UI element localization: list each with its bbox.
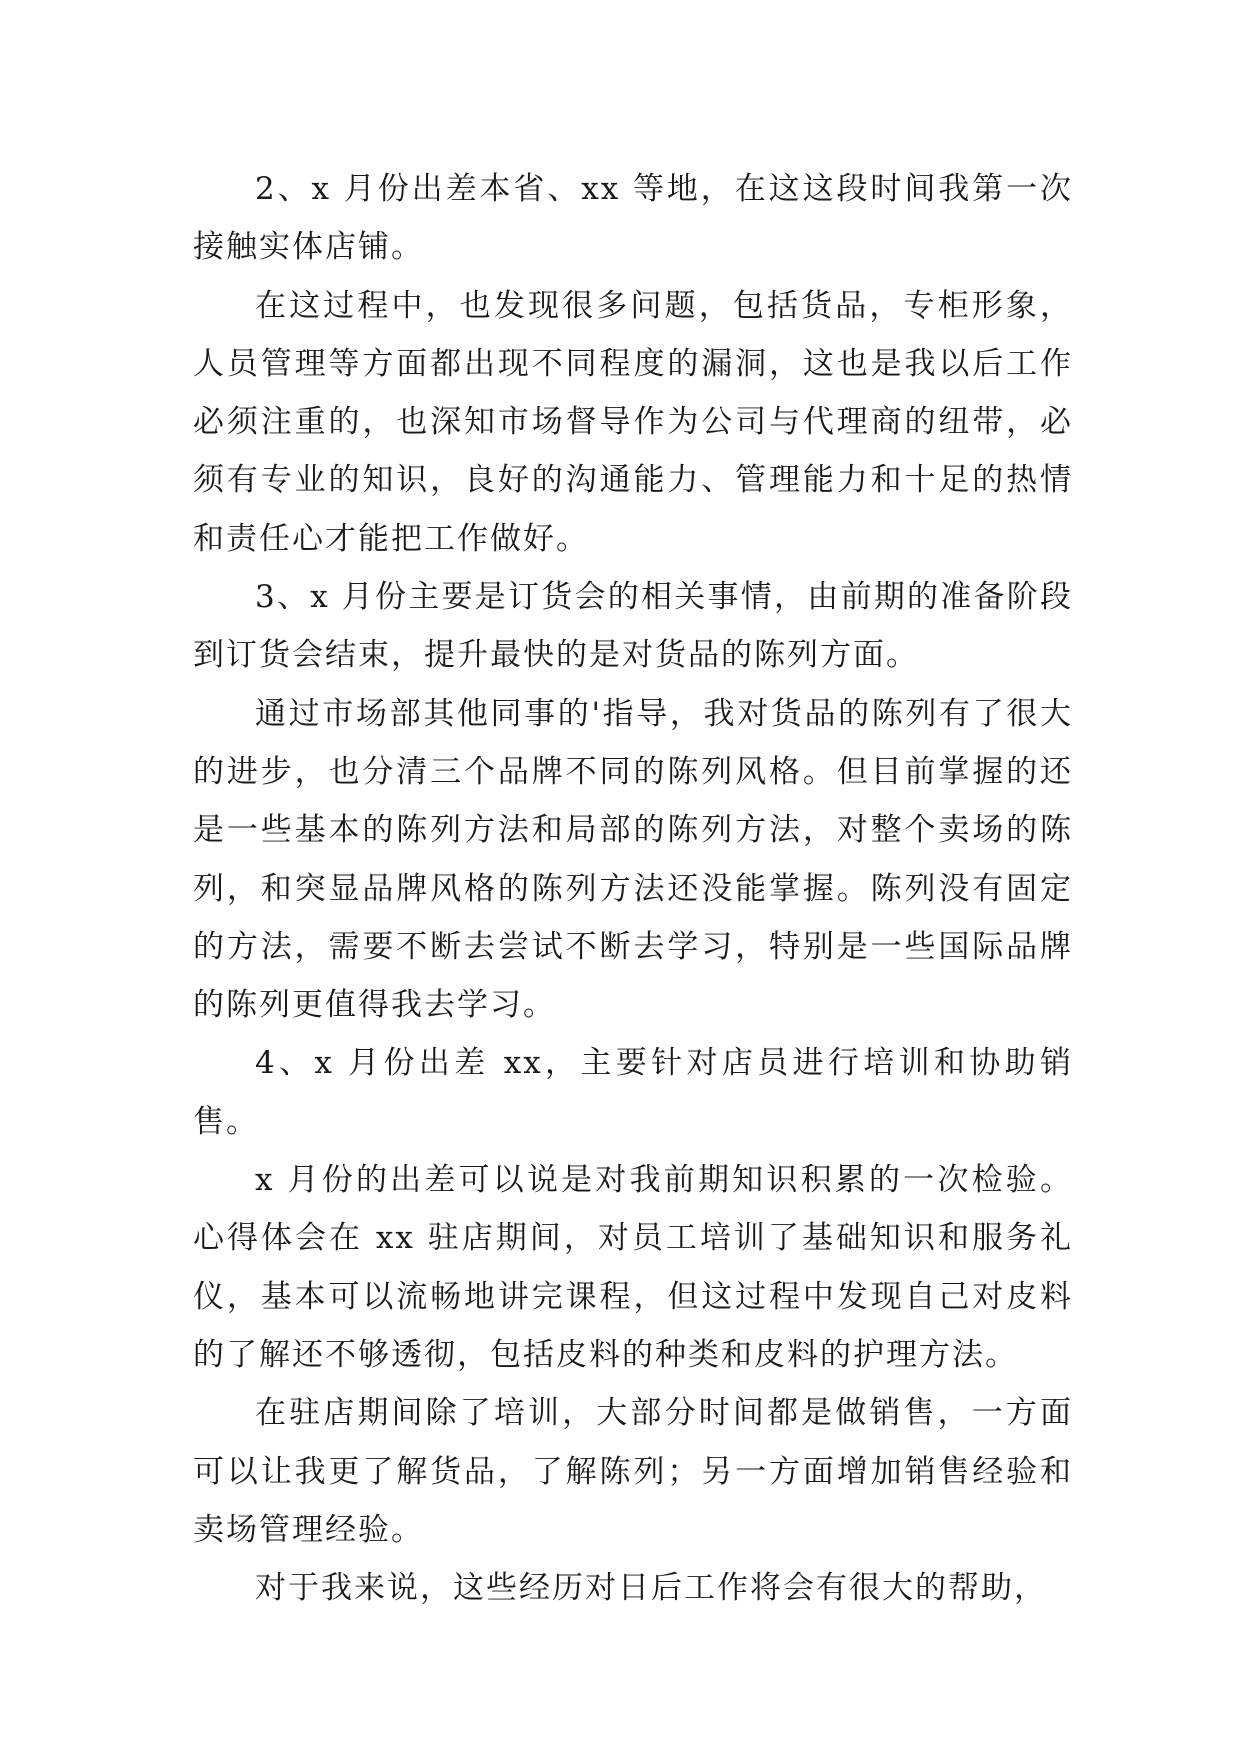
paragraph-6: x 月份的出差可以说是对我前期知识积累的一次检验。心得体会在 xx 驻店期间，对员工培训了基础知识和服务礼仪，基本可以流畅地讲完课程，但这过程中发现自己对皮料的了解还不够透彻，包括皮料的种类和皮料的护理方法。 — [193, 1162, 1073, 1373]
paragraph-1: 2、x 月份出差本省、xx 等地，在这这段时间我第一次接触实体店铺。 — [193, 171, 1073, 266]
paragraph-4: 通过市场部其他同事的'指导，我对货品的陈列有了很大的进步，也分清三个品牌不同的陈列风格。但目前掌握的还是一些基本的陈列方法和局部的陈列方法，对整个卖场的陈列，和突显品牌风格的陈列方法还没能掌握。陈列没有固定的方法，需要不断去尝试不断去学习，特别是一些国际品牌的陈列更值得我去学习。 — [193, 695, 1073, 1024]
document-body — [193, 160, 1073, 1617]
paragraph-8: 对于我来说，这些经历对日后工作将会有很大的帮助， — [255, 1570, 1047, 1607]
paragraph-2: 在这过程中，也发现很多问题，包括货品，专柜形象，人员管理等方面都出现不同程度的漏洞，这也是我以后工作必须注重的，也深知市场督导作为公司与代理商的纽带，必须有专业的知识，良好的沟通能力、管理能力和十足的热情和责任心才能把工作做好。 — [193, 287, 1073, 557]
paragraph-3: 3、x 月份主要是订货会的相关事情，由前期的准备阶段到订货会结束，提升最快的是对货品的陈列方面。 — [193, 579, 1073, 674]
paragraph-5: 4、x 月份出差 xx，主要针对店员进行培训和协助销售。 — [193, 1045, 1073, 1140]
paragraph-7: 在驻店期间除了培训，大部分时间都是做销售，一方面可以让我更了解货品，了解陈列；另一方面增加销售经验和卖场管理经验。 — [193, 1395, 1073, 1548]
